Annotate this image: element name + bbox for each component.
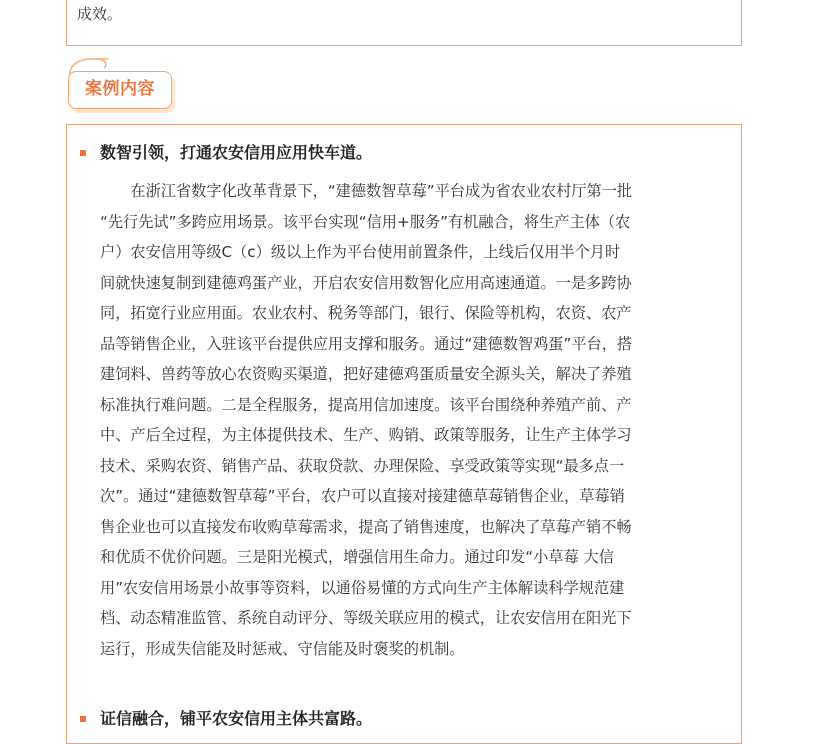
paragraph-line: 在浙江省数字化改革背景下，“建德数智草莓”平台成为省农业农村厅第一批	[100, 182, 633, 200]
section-header	[66, 56, 186, 114]
bullet-square-icon	[80, 150, 86, 156]
paragraph-line: 档、动态精准监管、系统自动评分、等级关联应用的模式，让农安信用在阳光下	[100, 609, 632, 627]
intro-text-tail: 成效。	[77, 5, 123, 23]
paragraph-line: 间就快速复制到建德鸡蛋产业，开启农安信用数智化应用高速通道。一是多跨协	[100, 273, 632, 292]
item-heading: 证信融合，铺平农安信用主体共富路。	[100, 709, 373, 728]
case-content-box	[66, 124, 742, 744]
paragraph-line: “先行先试”多跨应用场景。该平台实现“信用+服务”有机融合，将生产主体（农	[100, 212, 631, 231]
intro-box	[66, 0, 742, 46]
section-title: 案例内容	[68, 71, 172, 109]
item-paragraph	[100, 176, 720, 664]
paragraph-line: 同，拓宽行业应用面。农业农村、税务等部门，银行、保险等机构，农资、农产	[100, 304, 632, 322]
item-heading: 数智引领，打通农安信用应用快车道。	[100, 143, 373, 162]
paragraph-line: 售企业也可以直接发布收购草莓需求，提高了销售速度，也解决了草莓产销不畅	[100, 517, 632, 536]
bullet-square-icon	[80, 716, 86, 722]
paragraph-line: 和优质不优价问题。三是阳光模式，增强信用生命力。通过印发“小草莓 大信	[100, 548, 614, 566]
paragraph-line: 户）农安信用等级C（c）级以上作为平台使用前置条件，上线后仅用半个月时	[100, 243, 621, 261]
paragraph-line: 技术、采购农资、销售产品、获取贷款、办理保险、享受政策等实现“最多点一	[100, 456, 625, 475]
paragraph-line: 次”。通过“建德数智草莓”平台，农户可以直接对接建德草莓销售企业，草莓销	[100, 487, 625, 505]
paragraph-line: 标准执行难问题。二是全程服务，提高用信加速度。该平台围绕种养殖产前、产	[100, 395, 632, 414]
paragraph-line: 用”农安信用场景小故事等资料，以通俗易懂的方式向生产主体解读科学规范建	[100, 578, 625, 597]
paragraph-line: 中、产后全过程，为主体提供技术、生产、购销、政策等服务，让生产主体学习	[100, 426, 632, 444]
paragraph-line: 运行，形成失信能及时惩戒、守信能及时褒奖的机制。	[100, 639, 465, 658]
paragraph-line: 品等销售企业，入驻该平台提供应用支撑和服务。通过“建德数智鸡蛋”平台，搭	[100, 334, 633, 353]
paragraph-line: 建饲料、兽药等放心农资购买渠道，把好建德鸡蛋质量安全源头关，解决了养殖	[100, 365, 632, 383]
